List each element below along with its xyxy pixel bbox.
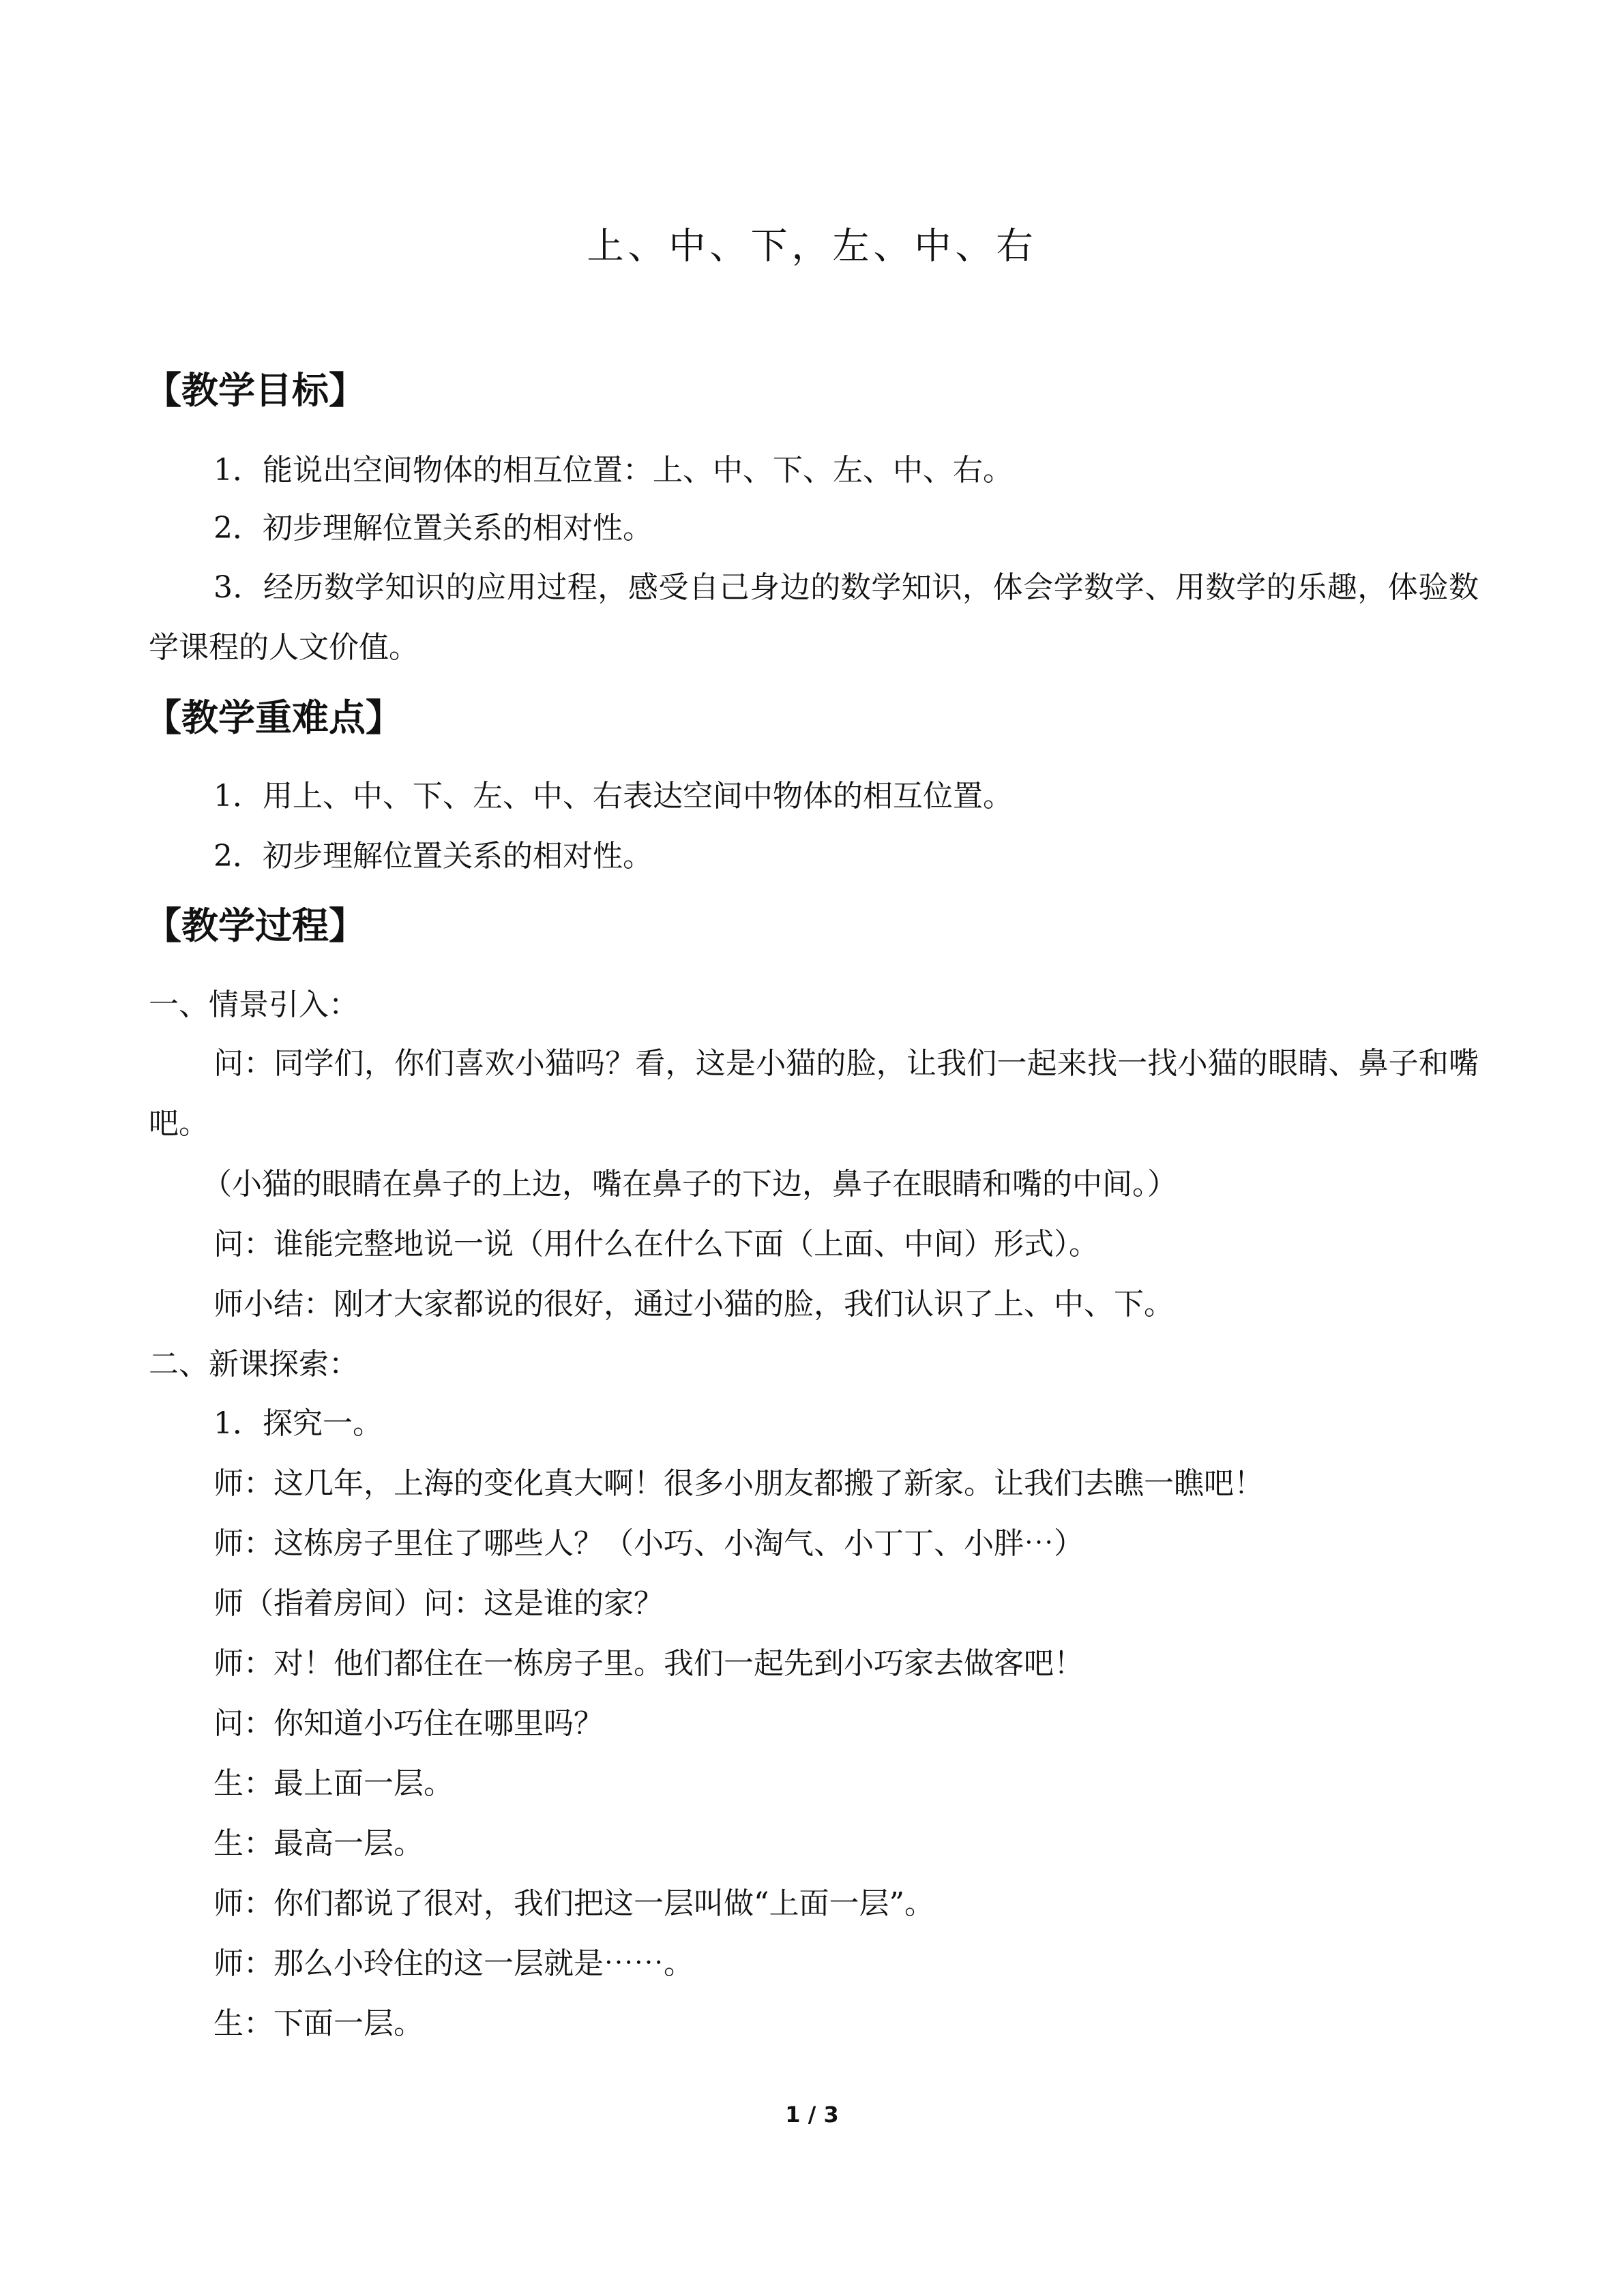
objective-item: 2．初步理解位置关系的相对性。 [213,511,653,546]
process-line: 生：下面一层。 [213,2006,424,2041]
process-line: 生：最上面一层。 [213,1766,454,1801]
objective-item: 3．经历数学知识的应用过程，感受自己身边的数学知识，体会学数学、用数学的乐趣，体验数学课程的人文价值。 [149,570,1479,665]
process-line: 师：这几年，上海的变化真大啊！很多小朋友都搬了新家。让我们去瞧一瞧吧！ [213,1466,1264,1501]
process-line: 师（指着房间）问：这是谁的家？ [213,1586,664,1621]
process-line: 师：这栋房子里住了哪些人？（小巧、小淘气、小丁丁、小胖⋯） [213,1526,1084,1561]
heading-process: 【教学过程】 [145,904,366,947]
heading-objectives: 【教学目标】 [145,369,366,412]
process-part1-title: 一、情景引入： [149,987,359,1022]
page-number: 1 / 3 [785,2102,839,2128]
process-line: （小猫的眼睛在鼻子的上边，嘴在鼻子的下边，鼻子在眼睛和嘴的中间。） [202,1167,1177,1202]
process-part2-title: 二、新课探索： [149,1347,359,1382]
process-line: 问：谁能完整地说一说（用什么在什么下面（上面、中间）形式）。 [213,1227,1099,1262]
process-line: 师：你们都说了很对，我们把这一层叫做“上面一层”。 [213,1886,934,1921]
process-line: 生：最高一层。 [213,1826,424,1861]
objective-item: 1．能说出空间物体的相互位置：上、中、下、左、中、右。 [213,453,1013,488]
process-line: 师：那么小玲住的这一层就是⋯⋯。 [213,1946,694,1981]
process-line: 1．探究一。 [213,1406,383,1441]
document-title: 上、中、下，左、中、右 [587,224,1037,267]
process-line: 问：同学们，你们喜欢小猫吗？看，这是小猫的脸，让我们一起来找一找小猫的眼睛、鼻子和嘴吧。 [149,1046,1479,1141]
process-line: 问：你知道小巧住在哪里吗？ [213,1706,604,1741]
process-line: 师：对！他们都住在一栋房子里。我们一起先到小巧家去做客吧！ [213,1646,1084,1681]
heading-key-points: 【教学重难点】 [145,696,402,739]
key-point-item: 2．初步理解位置关系的相对性。 [213,839,653,874]
key-point-item: 1．用上、中、下、左、中、右表达空间中物体的相互位置。 [213,779,1013,814]
process-line: 师小结：刚才大家都说的很好，通过小猫的脸，我们认识了上、中、下。 [213,1287,1174,1322]
